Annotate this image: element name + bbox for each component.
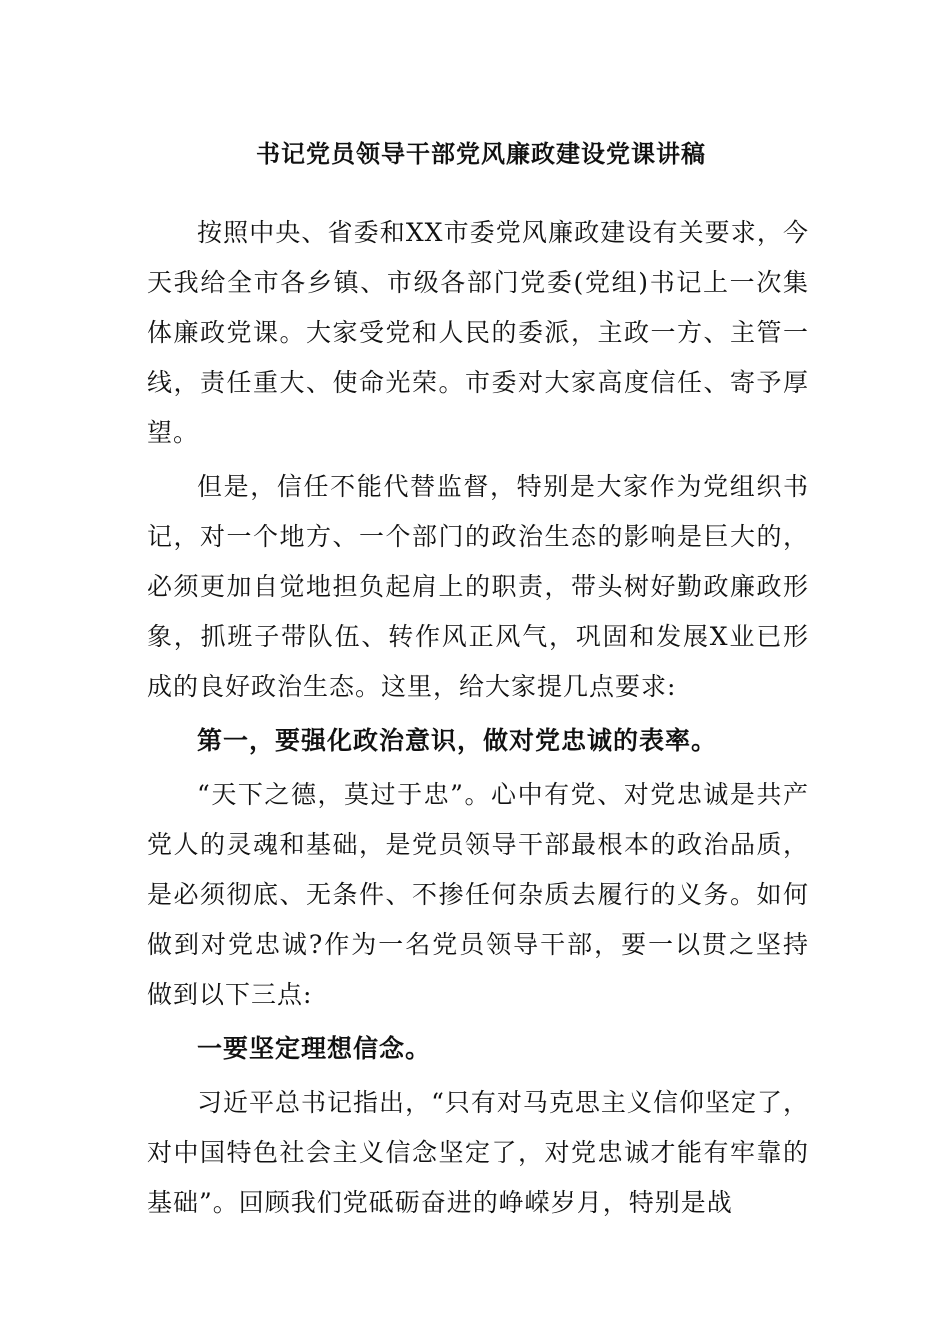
document-title: 书记党员领导干部党风廉政建设党课讲稿 xyxy=(256,139,706,168)
document-page xyxy=(147,128,809,1232)
subsection-heading-ideals: 一要坚定理想信念。 xyxy=(197,1034,432,1063)
document-body xyxy=(147,208,809,1228)
paragraph-intro: 按照中央、省委和XX市委党风廉政建设有关要求，今天我给全市各乡镇、市级各部门党委(党组)书记上一次集体廉政党课。大家受党和人民的委派，主政一方、主管一线，责任重大、使命光荣。市委对大家高度信任、寄予厚望。 xyxy=(147,218,809,447)
paragraph-ideals: 习近平总书记指出，“只有对马克思主义信仰坚定了，对中国特色社会主义信念坚定了，对党忠诚才能有牢靠的基础”。回顾我们党砥砺奋进的峥嵘岁月，特别是战 xyxy=(147,1088,809,1217)
paragraph-supervision: 但是，信任不能代替监督，特别是大家作为党组织书记，对一个地方、一个部门的政治生态的影响是巨大的，必须更加自觉地担负起肩上的职责，带头树好勤政廉政形象，抓班子带队伍、转作风正风气，巩固和发展X业已形成的良好政治生态。这里，给大家提几点要求: xyxy=(147,472,809,701)
paragraph-loyalty: “天下之德，莫过于忠”。心中有党、对党忠诚是共产党人的灵魂和基础，是党员领导干部最根本的政治品质，是必须彻底、无条件、不掺任何杂质去履行的义务。如何做到对党忠诚?作为一名党员领导干部，要一以贯之坚持做到以下三点: xyxy=(147,780,809,1009)
section-heading-first: 第一，要强化政治意识，做对党忠诚的表率。 xyxy=(197,726,718,755)
